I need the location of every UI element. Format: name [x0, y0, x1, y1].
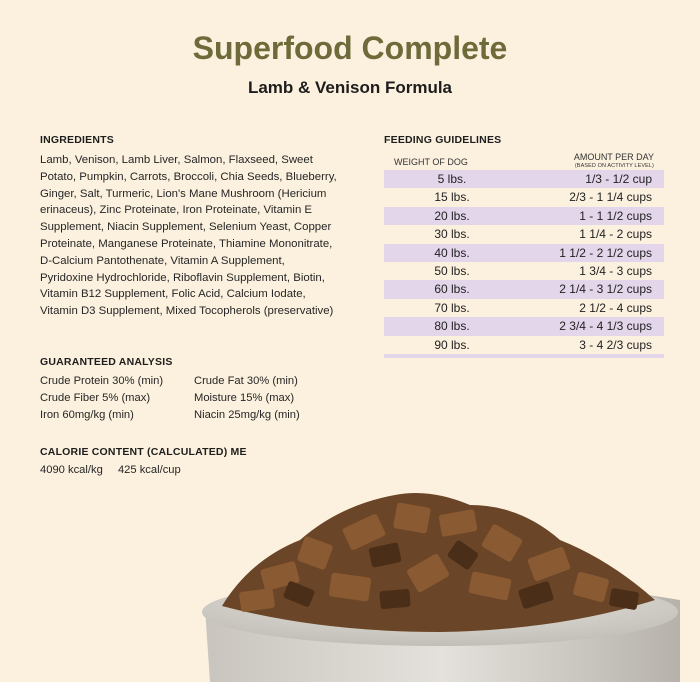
- calorie-content-heading: CALORIE CONTENT (CALCULATED) ME: [40, 446, 247, 458]
- amount-cell: 1 1/2 - 2 1/2 cups: [559, 245, 652, 260]
- analysis-item: Moisture 15% (max): [194, 392, 295, 404]
- weight-column-header: WEIGHT OF DOG: [394, 157, 468, 167]
- amount-cell: 1 - 1 1/2 cups: [579, 208, 652, 223]
- table-row: [384, 225, 664, 243]
- kibble-pile-icon: [222, 493, 655, 632]
- analysis-item: Crude Protein 30% (min): [40, 375, 164, 387]
- amount-column-label: AMOUNT PER DAY: [573, 152, 654, 162]
- weight-cell: 60 lbs.: [434, 282, 470, 297]
- guaranteed-analysis-heading: GUARANTEED ANALYSIS: [40, 356, 173, 368]
- analysis-item: Crude Fiber 5% (max): [40, 392, 151, 404]
- weight-cell: 20 lbs.: [434, 208, 470, 223]
- amount-cell: 3 - 4 2/3 cups: [579, 337, 652, 352]
- weight-cell: 5 lbs.: [437, 172, 467, 186]
- weight-cell: 80 lbs.: [434, 319, 470, 334]
- amount-cell: 2 1/4 - 3 1/2 cups: [559, 282, 652, 297]
- weight-cell: 15 lbs.: [434, 190, 470, 205]
- amount-column-note: (BASED ON ACTIVITY LEVEL): [574, 163, 654, 169]
- table-row: [384, 299, 664, 317]
- amount-cell: 2/3 - 1 1/4 cups: [569, 190, 652, 205]
- calorie-per-cup: 425 kcal/cup: [117, 464, 181, 476]
- weight-cell: 50 lbs.: [434, 263, 470, 278]
- table-row: [384, 244, 664, 262]
- table-bottom-rule: [384, 354, 664, 358]
- calorie-per-kg: 4090 kcal/kg: [40, 464, 103, 476]
- table-row: [384, 207, 664, 225]
- feeding-table: [384, 170, 664, 354]
- table-row: [384, 280, 664, 298]
- amount-cell: 2 1/2 - 4 cups: [579, 300, 652, 315]
- weight-cell: 30 lbs.: [434, 227, 470, 242]
- feeding-guidelines-heading: FEEDING GUIDELINES: [384, 134, 502, 146]
- ingredients-list: Lamb, Venison, Lamb Liver, Salmon, Flaxseed, Sweet Potato, Pumpkin, Carrots, Broccoli, Chia Seeds, Blueberry, Ginger, Salt, Turmeric, Lion's Mane Mushroom (Hericium erinaceus), Zinc Proteinate, Iron Proteinate, Vitamin E Supplement, Niacin Supplement, Selenium Yeast, Copper Proteinate, Manganese Proteinate, Thiamine Mononitrate, D-Calcium Pantothenate, Vitamin A Supplement, Pyridoxine Hydrochloride, Riboflavin Supplement, Biotin, Vitamin B12 Supplement, Folic Acid, Calcium Iodate, Vitamin D3 Supplement, Mixed Tocopherols (preservative): [40, 154, 337, 318]
- amount-column-header: [574, 152, 654, 169]
- table-row: [384, 317, 664, 335]
- analysis-item: Crude Fat 30% (min): [194, 375, 298, 387]
- analysis-item: Niacin 25mg/kg (min): [194, 409, 300, 421]
- analysis-item: Iron 60mg/kg (min): [40, 409, 134, 421]
- page-title: Superfood Complete: [192, 30, 508, 66]
- feeding-table-header: [394, 152, 664, 170]
- table-row: [384, 336, 664, 354]
- amount-cell: 1 3/4 - 3 cups: [579, 263, 652, 278]
- weight-cell: 40 lbs.: [434, 245, 470, 260]
- table-row: [384, 262, 664, 280]
- table-row: [384, 188, 664, 206]
- calorie-content: [40, 464, 181, 476]
- table-row: [384, 170, 664, 188]
- page-subtitle: Lamb & Venison Formula: [247, 78, 453, 97]
- guaranteed-analysis-grid: [40, 374, 330, 423]
- amount-cell: 1 1/4 - 2 cups: [579, 227, 652, 242]
- ingredients-heading: INGREDIENTS: [40, 134, 114, 146]
- weight-cell: 70 lbs.: [434, 300, 470, 315]
- amount-cell: 2 3/4 - 4 1/3 cups: [559, 319, 652, 334]
- weight-cell: 90 lbs.: [434, 337, 470, 352]
- amount-cell: 1/3 - 1/2 cup: [585, 172, 652, 186]
